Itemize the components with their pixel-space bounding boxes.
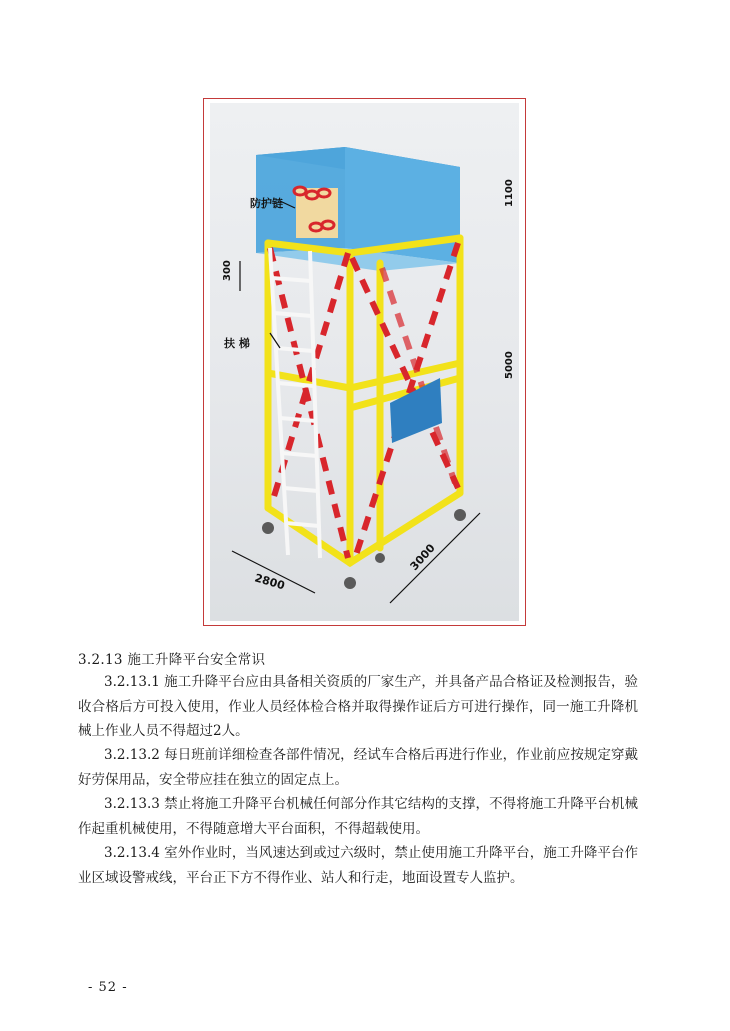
paragraph-3: 3.2.13.3 禁止将施工升降平台机械任何部分作其它结构的支撑，不得将施工升降平台机械作起重机械使用，不得随意增大平台面积，不得超载使用。 xyxy=(78,796,638,837)
ladder-label: 扶 梯 xyxy=(224,337,250,350)
section-heading: 3.2.13 施工升降平台安全常识 xyxy=(78,652,266,668)
dim-width-label: 2800 xyxy=(253,571,287,593)
platform-illustration xyxy=(210,103,519,621)
page-number: - 52 - xyxy=(88,980,128,995)
paragraph-4: 3.2.13.4 室外作业时，当风速达到或过六级时，禁止使用施工升降平台，施工升降平台作业区域设警戒线，平台正下方不得作业、站人和行走，地面设置专人监护。 xyxy=(78,845,638,886)
paragraph-2: 3.2.13.2 每日班前详细检查各部件情况，经试车合格后再进行作业，作业前应按规定穿戴好劳保用品，安全带应挂在独立的固定点上。 xyxy=(78,747,638,788)
dim-depth-label: 3000 xyxy=(407,541,438,574)
figure-frame xyxy=(203,98,526,626)
dim-height-label: 5000 xyxy=(504,351,515,379)
chain-label: 防护链 xyxy=(250,197,283,210)
paragraph-1: 3.2.13.1 施工升降平台应由具备相关资质的厂家生产，并具备产品合格证及检测报告，验收合格后方可投入使用，作业人员经体检合格并取得操作证后方可进行操作，同一施工升降机械上作业人员不得超过2人。 xyxy=(78,674,638,739)
dim-guard-label: 1100 xyxy=(504,179,515,207)
dim-rung-label: 300 xyxy=(222,260,233,281)
